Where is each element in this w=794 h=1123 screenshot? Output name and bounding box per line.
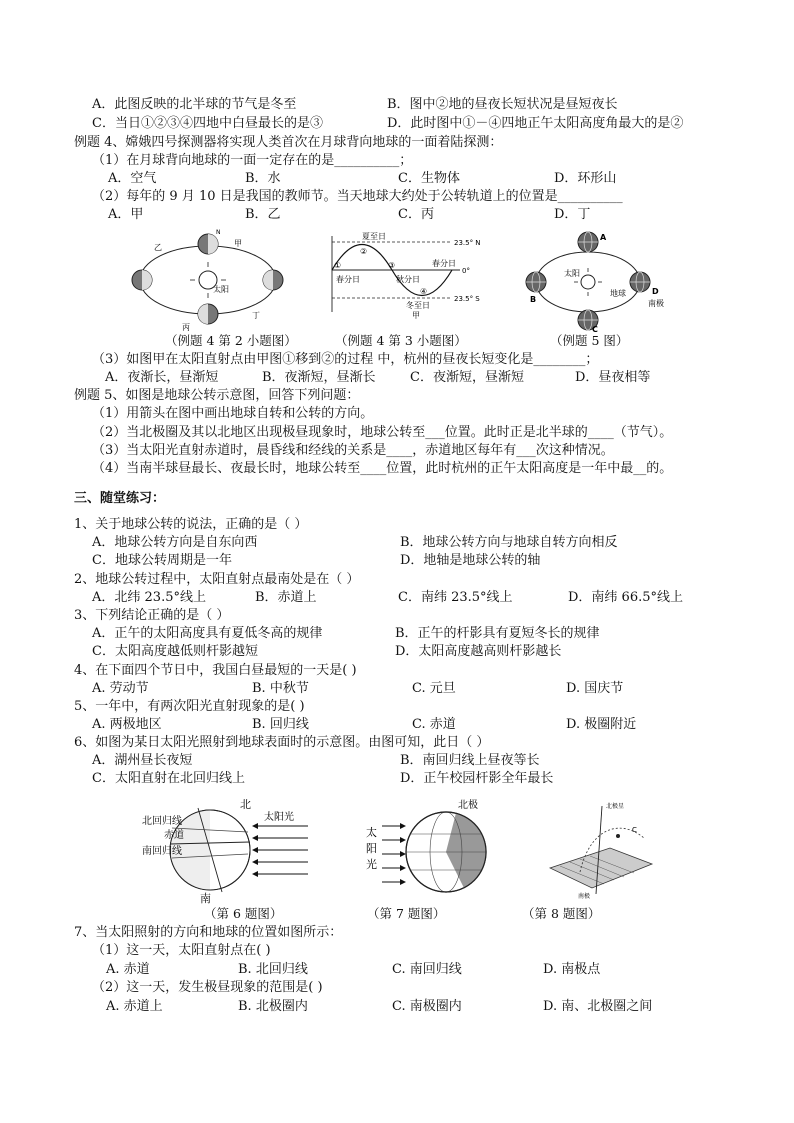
p5-opt-d: D. 极圈附近 [566, 717, 637, 732]
ex4-q2-opt-b: B．乙 [245, 207, 281, 222]
p4-opt-a: A. 劳动节 [92, 681, 149, 696]
p7-q1-opt-b: B. 北回归线 [238, 962, 308, 977]
orbit-n-label: N [216, 229, 221, 236]
ex4-q1-opt-c: C．生物体 [398, 171, 460, 186]
p3-opt-d: D．太阳高度越高则杆影越长 [395, 644, 562, 659]
q6-south-label: 南 [200, 892, 211, 904]
ex5-label-c: C [592, 325, 598, 334]
p5-opt-a: A. 两极地区 [92, 717, 162, 732]
orbit-sun-label: 太阳 [213, 285, 229, 294]
p4-opt-d: D. 国庆节 [566, 681, 624, 696]
p6-opt-c: C．太阳直射在北回归线上 [92, 771, 245, 786]
ex5-title: 例题 5、如图是地球公转示意图，回答下列问题： [74, 388, 360, 403]
p5-stem: 5、一年中，有两次阳光直射现象的是( ) [74, 699, 305, 714]
p5-opt-b: B. 回归线 [252, 717, 309, 732]
wave-qiufen-label: 秋分日 [396, 275, 420, 284]
ex4-q1-opt-b: B．水 [245, 171, 281, 186]
q7-north-pole-label: 北极 [458, 800, 478, 811]
orbit-diagram [122, 226, 294, 334]
p7-stem: 7、当太阳照射的方向和地球的位置如图所示： [74, 925, 343, 940]
q7-sunlight-diagram [360, 798, 500, 904]
wave-point-2: ② [360, 247, 368, 256]
q8-polaris-label: 北极星 [606, 803, 625, 810]
p3-opt-c: C．太阳高度越低则杆影越短 [92, 644, 258, 659]
ex5-q2: （2）当北极圈及其以北地区出现极昼现象时，地球公转至___位置。此时正是北半球的____（节气）。 [92, 425, 673, 440]
caption-q7: （第 7 题图） [367, 906, 446, 921]
p4-opt-b: B. 中秋节 [252, 681, 309, 696]
p2-opt-b: B．赤道上 [255, 590, 317, 605]
p6-opt-d: D．正午校园杆影全年最长 [400, 771, 554, 786]
p6-opt-b: B．南回归线上昼夜等长 [400, 753, 540, 768]
ex4-q3-opt-c: C．夜渐短，昼渐短 [410, 370, 524, 385]
ex4-q1-opt-a: A．空气 [108, 171, 157, 186]
top-option-c: C．当日①②③④四地中白昼最长的是③ [92, 116, 323, 131]
p7-q2-opt-b: B. 北极圈内 [238, 999, 308, 1014]
p3-opt-b: B．正午的杆影具有夏短冬长的规律 [395, 626, 600, 641]
p5-opt-c: C. 赤道 [412, 717, 456, 732]
p4-stem: 4、在下面四个节日中，我国白昼最短的一天是( ) [74, 663, 357, 678]
ex5-q3: （3）当太阳光直射赤道时，晨昏线和经线的关系是____，赤道地区每年有___次这种情况。 [92, 443, 614, 458]
wave-chunfen1-label: 春分日 [336, 275, 360, 284]
ex5-q1: （1）用箭头在图中画出地球自转和公转的方向。 [92, 406, 374, 421]
wave-jia-label: 甲 [412, 311, 420, 320]
p7-q2-opt-a: A. 赤道上 [106, 999, 163, 1014]
ex4-q2-opt-a: A．甲 [108, 207, 144, 222]
q6-sunlight-label: 太阳光 [264, 812, 294, 823]
ex5-label-a: A [600, 233, 607, 242]
top-option-b: B．图中②地的昼夜长短状况是昼短夜长 [387, 97, 618, 112]
p7-q2-opt-d: D. 南、北极圈之间 [543, 999, 653, 1014]
orbit-label-bing: 丙 [182, 323, 190, 332]
p2-stem: 2、地球公转过程中，太阳直射点最南处是在（ ） [74, 572, 360, 587]
ex5-label-d: D [652, 287, 659, 296]
ex5-south-pole-label: 南极 [648, 299, 664, 308]
ex4-title: 例题 4、嫦娥四号探测器将实现人类首次在月球背向地球的一面着陆探测： [74, 135, 503, 150]
orbit-label-yi: 乙 [154, 243, 162, 252]
p7-q1-opt-a: A. 赤道 [106, 962, 150, 977]
ex5-label-b: B [530, 295, 537, 304]
ex4-q3: （3）如图甲在太阳直射点由甲图①移到②的过程 中，杭州的昼夜长短变化是________； [92, 352, 599, 367]
top-option-d: D．此时图中①－④四地正午太阳高度角最大的是② [387, 116, 684, 131]
wave-point-4: ④ [420, 287, 428, 296]
p1-opt-d: D．地轴是地球公转的轴 [400, 553, 541, 568]
caption-ex4-q2: （例题 4 第 2 小题图） [165, 333, 297, 348]
wave-chunfen2-label: 春分日 [432, 259, 456, 268]
p7-q2: （2）这一天，发生极昼现象的范围是( ) [92, 980, 323, 995]
p4-opt-c: C. 元旦 [412, 681, 456, 696]
q6-north-label: 北 [240, 798, 251, 811]
ex5-sun-label: 太阳 [564, 269, 580, 278]
q6-equator-label: 赤道 [164, 830, 184, 841]
p2-opt-c: C．南纬 23.5°线上 [398, 590, 513, 605]
q7-char-tai: 太 [366, 826, 377, 839]
q6-stropic-label: 南回归线 [142, 846, 182, 857]
p7-q1-opt-c: C. 南回归线 [392, 962, 462, 977]
p1-opt-c: C．地球公转周期是一年 [92, 553, 232, 568]
direct-point-wave-diagram [320, 232, 492, 322]
ex4-q3-opt-a: A．夜渐长，昼渐短 [105, 370, 219, 385]
orbit-label-ding: 丁 [252, 311, 260, 320]
ex4-q2-opt-c: C．丙 [398, 207, 434, 222]
wave-n235-label: 23.5° N [454, 239, 481, 247]
orbit-label-jia: 甲 [234, 239, 242, 248]
p1-opt-a: A．地球公转方向是自东向西 [92, 535, 258, 550]
q8-shadow-diagram [540, 798, 670, 904]
caption-q6: （第 6 题图） [204, 906, 283, 921]
q6-sunlight-diagram [140, 798, 320, 904]
ex4-q3-opt-d: D．昼夜相等 [575, 370, 651, 385]
p1-opt-b: B．地球公转方向与地球自转方向相反 [400, 535, 618, 550]
ex4-q2: （2）每年的 9 月 10 日是我国的教师节。当天地球大约处于公转轨道上的位置是__________ [92, 189, 623, 204]
ex4-q3-opt-b: B．夜渐短，昼渐长 [262, 370, 376, 385]
q8-label-c: C [632, 826, 637, 834]
p3-stem: 3、下列结论正确的是（ ） [74, 608, 230, 623]
wave-s235-label: 23.5° S [454, 295, 480, 303]
p7-q2-opt-c: C. 南极圈内 [392, 999, 462, 1014]
p6-opt-a: A．湖州昼长夜短 [92, 753, 193, 768]
wave-xiazhi-label: 夏至日 [362, 232, 386, 241]
q6-ntropic-label: 北回归线 [142, 816, 182, 827]
q7-char-guang: 光 [366, 858, 377, 871]
p6-stem: 6、如图为某日太阳光照射到地球表面时的示意图。由图可知，此日（ ） [74, 735, 490, 750]
q7-char-yang: 阳 [366, 842, 377, 855]
section-heading: 三、随堂练习： [74, 491, 166, 506]
p3-opt-a: A．正午的太阳高度具有夏低冬高的规律 [92, 626, 323, 641]
caption-q8: （第 8 题图） [522, 906, 601, 921]
p7-q1: （1）这一天，太阳直射点在( ) [92, 943, 271, 958]
caption-ex5: （例题 5 图） [550, 333, 629, 348]
wave-point-1: ① [334, 261, 342, 270]
top-option-a: A．此图反映的北半球的节气是冬至 [92, 97, 297, 112]
p1-stem: 1、关于地球公转的说法，正确的是（ ） [74, 517, 308, 532]
p2-opt-a: A．北纬 23.5°线上 [92, 590, 206, 605]
p2-opt-d: D．南纬 66.5°线上 [568, 590, 684, 605]
caption-ex4-q3: （例题 4 第 3 小题图） [335, 333, 467, 348]
q8-south-pole-label: 南极 [578, 893, 591, 900]
ex5-orbit-diagram [516, 226, 676, 334]
ex5-q4: （4）当南半球昼最长、夜最长时，地球公转至____位置，此时杭州的正午太阳高度是一年中最__的。 [92, 461, 673, 476]
ex5-earth-label: 地球 [610, 289, 626, 298]
ex4-q1: （1）在月球背向地球的一面一定存在的是__________； [92, 153, 413, 168]
p7-q1-opt-d: D. 南极点 [543, 962, 601, 977]
wave-dongzhi-label: 冬至日 [406, 301, 430, 310]
wave-point-3: ③ [388, 261, 396, 270]
ex4-q1-opt-d: D．环形山 [554, 171, 617, 186]
ex5-sun-icon [581, 275, 595, 289]
ex4-q2-opt-d: D．丁 [554, 207, 591, 222]
wave-zero-label: 0° [462, 267, 470, 275]
